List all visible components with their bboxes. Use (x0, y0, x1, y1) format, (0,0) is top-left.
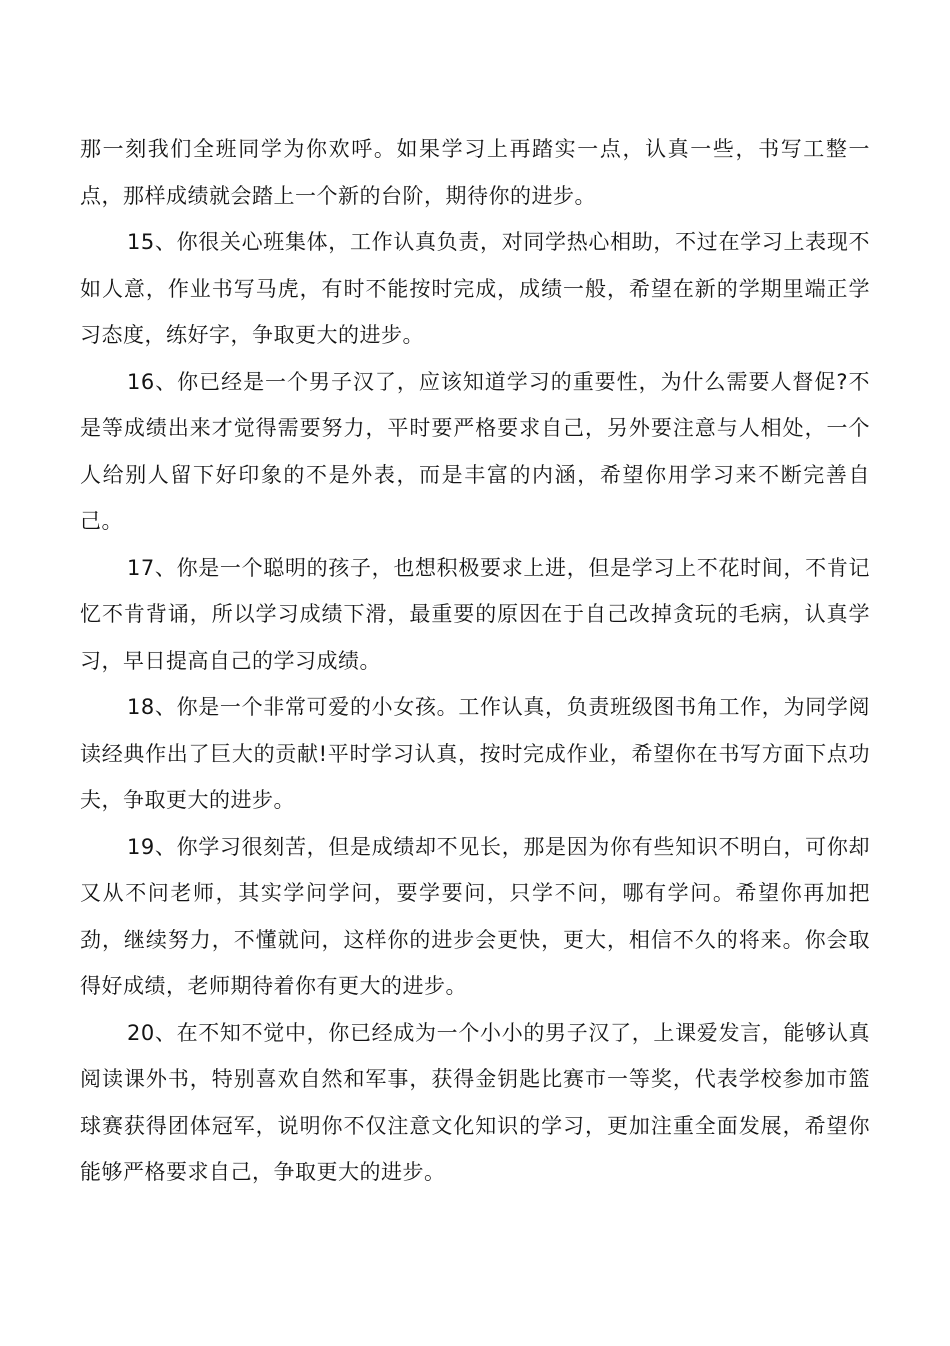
paragraph-comment-19: 19、你学习很刻苦，但是成绩却不见长，那是因为你有些知识不明白，可你却又从不问老师，其实学问学问，要学要问，只学不问，哪有学问。希望你再加把劲，继续努力，不懂就问，这样你的进步会更快，更大，相信不久的将来。你会取得好成绩，老师期待着你有更大的进步。 (80, 834, 870, 998)
paragraph-comment-17: 17、你是一个聪明的孩子，也想积极要求上进，但是学习上不花时间，不肯记忆不肯背诵，所以学习成绩下滑，最重要的原因在于自己改掉贪玩的毛病，认真学习，早日提高自己的学习成绩。 (80, 555, 870, 673)
paragraph-comment-15: 15、你很关心班集体，工作认真负责，对同学热心相助，不过在学习上表现不如人意，作业书写马虎，有时不能按时完成，成绩一般，希望在新的学期里端正学习态度，练好字，争取更大的进步。 (80, 230, 870, 347)
paragraph-comment-20: 20、在不知不觉中，你已经成为一个小小的男子汉了，上课爱发言，能够认真阅读课外书，特别喜欢自然和军事，获得金钥匙比赛市一等奖，代表学校参加市篮球赛获得团体冠军，说明你不仅注意文化知识的学习，更加注重全面发展，希望你能够严格要求自己，争取更大的进步。 (80, 1020, 870, 1184)
paragraph-comment-16: 16、你已经是一个男子汉了，应该知道学习的重要性，为什么需要人督促?不是等成绩出来才觉得需要努力，平时要严格要求自己，另外要注意与人相处，一个人给别人留下好印象的不是外表，而是丰富的内涵，希望你用学习来不断完善自己。 (80, 369, 870, 533)
paragraph-comment-18: 18、你是一个非常可爱的小女孩。工作认真，负责班级图书角工作，为同学阅读经典作出了巨大的贡献!平时学习认真，按时完成作业，希望你在书写方面下点功夫，争取更大的进步。 (80, 695, 870, 812)
paragraph-continuation: 那一刻我们全班同学为你欢呼。如果学习上再踏实一点，认真一些，书写工整一点，那样成绩就会踏上一个新的台阶，期待你的进步。 (80, 137, 870, 208)
document-body (80, 126, 870, 1196)
